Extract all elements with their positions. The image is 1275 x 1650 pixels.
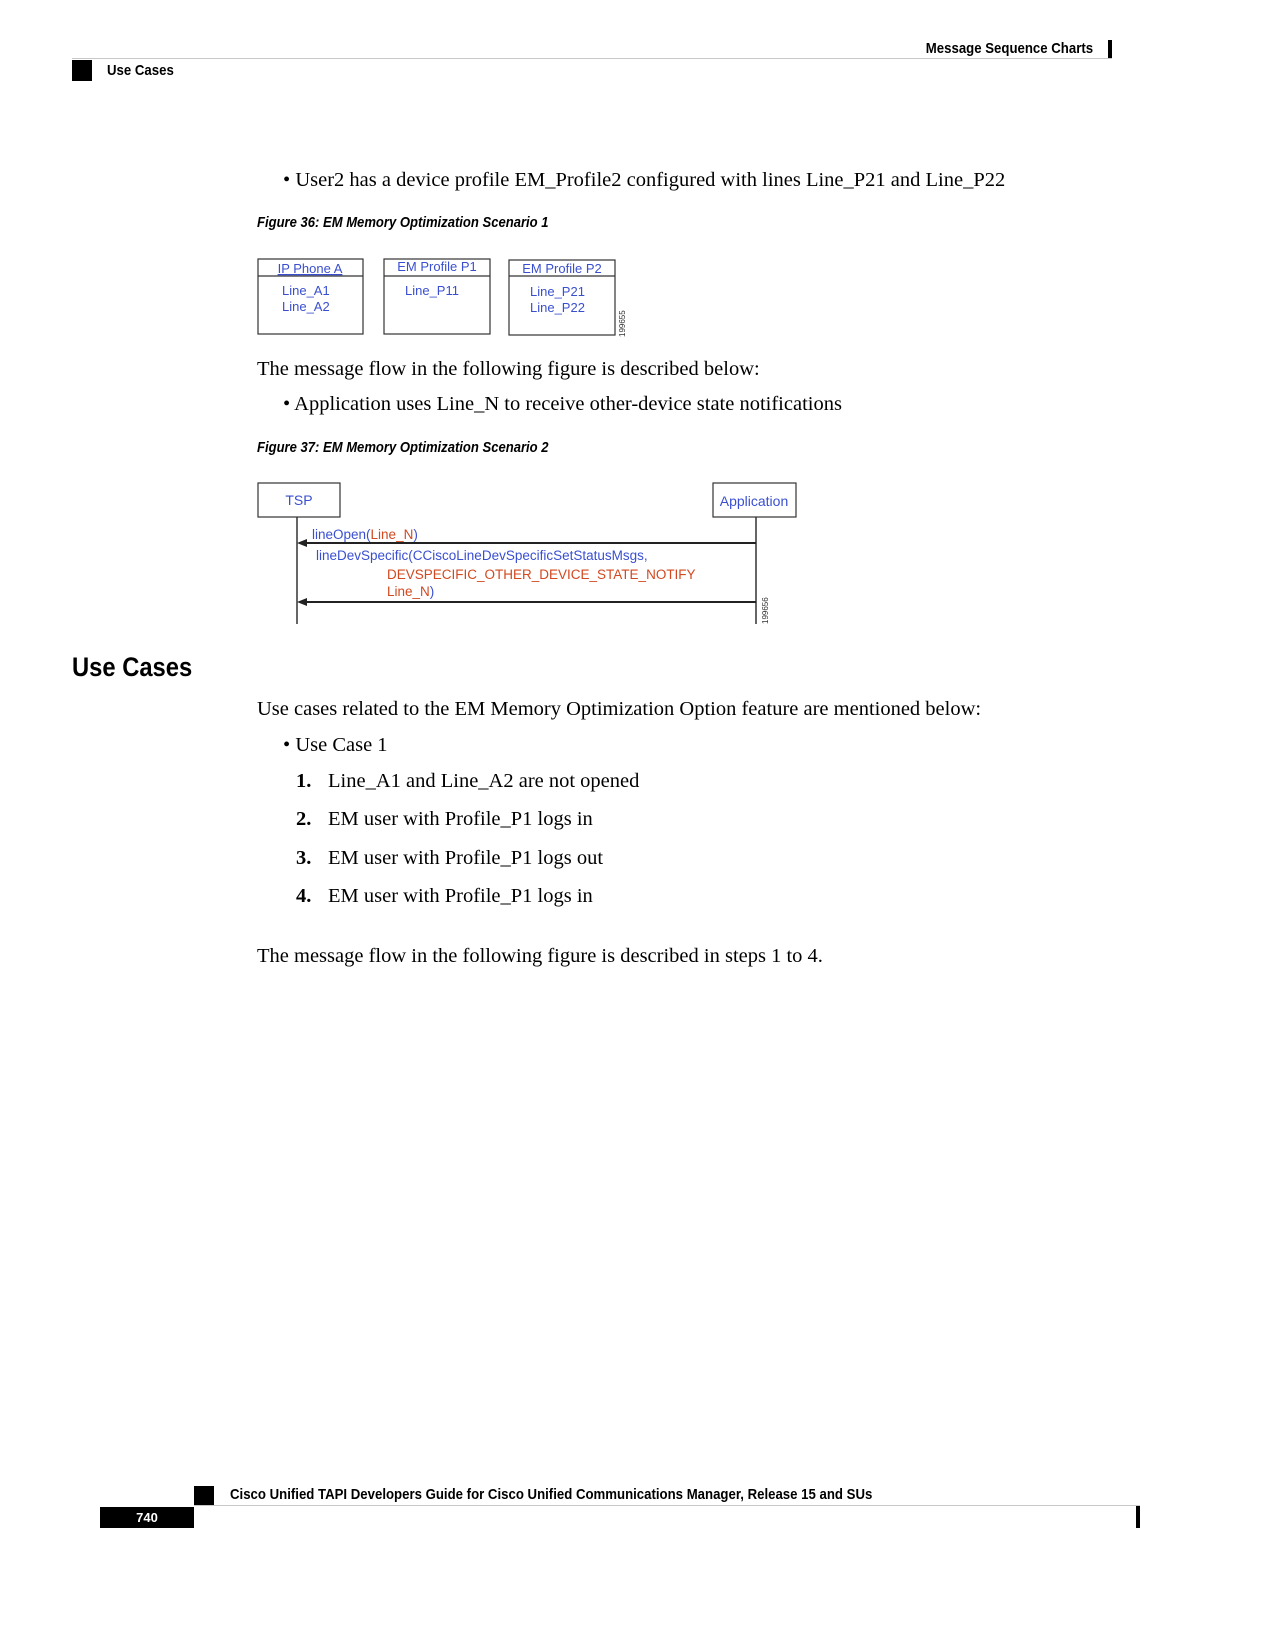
- figure36-box-em-profile-p2: [509, 260, 615, 335]
- bullet-mark: •: [283, 393, 295, 415]
- msg1-label: lineOpen(Line_N): [312, 527, 418, 542]
- footer-guide-title: Cisco Unified TAPI Developers Guide for Cisco Unified Communications Manager, Release 15 and SUs: [230, 1486, 873, 1503]
- figure36-box-ip-phone-a: [258, 259, 363, 334]
- figure37-diagram: [250, 478, 810, 628]
- step-number: 2.: [296, 808, 312, 830]
- box-title: IP Phone A: [277, 261, 343, 276]
- step-text: EM user with Profile_P1 logs in: [328, 885, 593, 907]
- header-chapter-title: Message Sequence Charts: [925, 40, 1093, 57]
- step-number: 3.: [296, 847, 312, 869]
- footer-left-block: [194, 1486, 214, 1505]
- application-label: Application: [719, 493, 789, 509]
- intro-bullet: [283, 168, 1005, 192]
- figure36-box-em-profile-p1: [384, 259, 490, 334]
- footer-right-bar: [1136, 1506, 1140, 1528]
- step-item: [296, 846, 603, 870]
- figure36-caption: Figure 36: EM Memory Optimization Scenario 1: [257, 215, 549, 231]
- tsp-label: TSP: [285, 492, 313, 508]
- flow-intro: The message flow in the following figure is described below:: [257, 358, 760, 380]
- use-case-bullet-text: Use Case 1: [295, 734, 388, 756]
- step-text: EM user with Profile_P1 logs out: [328, 847, 604, 869]
- bullet-mark: •: [283, 734, 296, 756]
- msg2-func: lineDevSpecific(CCiscoLineDevSpecificSetStatusMsgs,: [316, 548, 648, 563]
- figure36-diagram: [250, 252, 640, 342]
- header-right-bar: [1108, 40, 1112, 58]
- header-section-title: Use Cases: [107, 62, 174, 79]
- step-item: [296, 884, 593, 908]
- box-line: Line_P21: [530, 284, 585, 299]
- step-number: 1.: [296, 770, 312, 792]
- use-case-bullet: [283, 733, 388, 757]
- box-line: Line_A1: [282, 283, 330, 298]
- step-item: [296, 807, 593, 831]
- box-title: EM Profile P1: [397, 259, 477, 274]
- box-line: Line_A2: [282, 299, 330, 314]
- intro-bullet-text: User2 has a device profile EM_Profile2 configured with lines Line_P21 and Line_P22: [295, 169, 1006, 191]
- msg2-arg1: DEVSPECIFIC_OTHER_DEVICE_STATE_NOTIFY: [387, 567, 696, 582]
- use-cases-heading: Use Cases: [72, 652, 193, 682]
- msg2-arrowhead: [297, 598, 307, 606]
- flow-bullet-text: Application uses Line_N to receive other-device state notifications: [294, 393, 842, 415]
- header-rule: [72, 58, 1112, 59]
- msg1-arrowhead: [297, 539, 307, 547]
- step-item: [296, 769, 639, 793]
- application-entity: [713, 483, 796, 517]
- step-text: Line_A1 and Line_A2 are not opened: [328, 770, 640, 792]
- footer-rule: [194, 1505, 1140, 1506]
- header-left-block: [72, 60, 92, 81]
- figure36-id: 199655: [618, 310, 627, 337]
- msg2-arg2: Line_N): [387, 584, 435, 599]
- box-line: Line_P22: [530, 300, 585, 315]
- box-line: Line_P11: [405, 283, 459, 298]
- figure37-id: 199656: [761, 597, 770, 624]
- use-cases-intro: Use cases related to the EM Memory Optimization Option feature are mentioned below:: [257, 698, 982, 720]
- step-number: 4.: [296, 885, 312, 907]
- use-cases-closing: The message flow in the following figure is described in steps 1 to 4.: [257, 945, 823, 967]
- step-text: EM user with Profile_P1 logs in: [328, 808, 593, 830]
- box-title: EM Profile P2: [522, 261, 602, 276]
- tsp-entity: [258, 483, 340, 517]
- bullet-mark: •: [283, 169, 296, 191]
- figure37-caption: Figure 37: EM Memory Optimization Scenario 2: [257, 440, 549, 456]
- flow-bullet: [283, 392, 842, 416]
- page-number: 740: [100, 1507, 194, 1528]
